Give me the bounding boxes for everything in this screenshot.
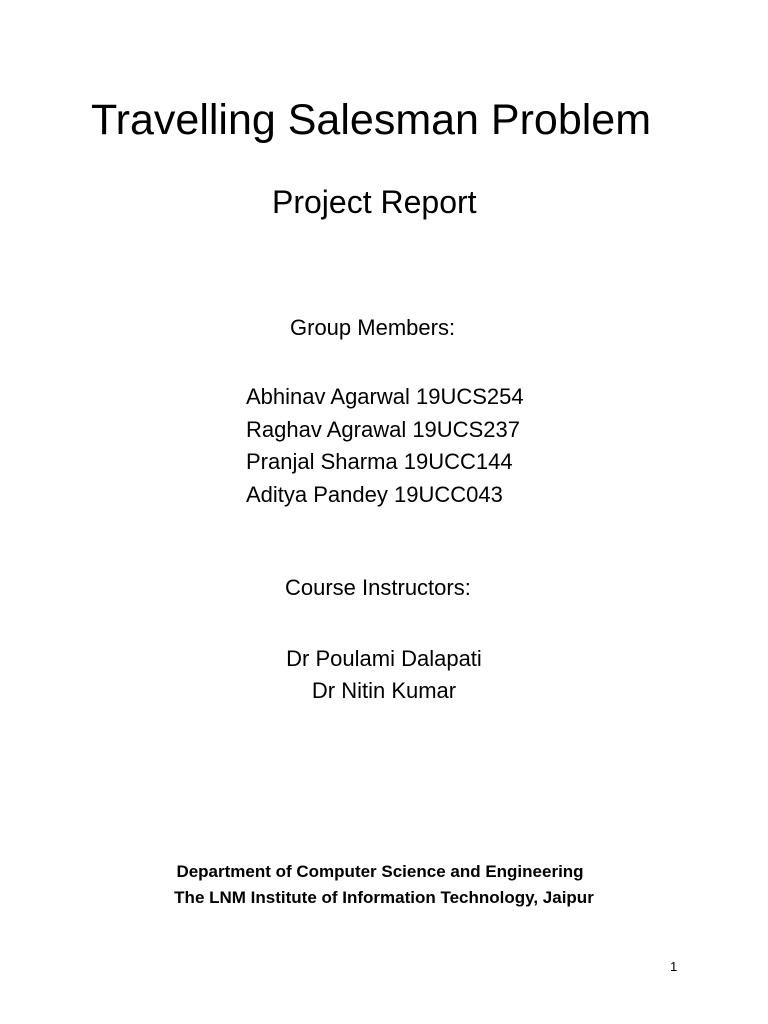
institute-name: The LNM Institute of Information Technology, Jaipur <box>174 888 594 907</box>
course-instructor: Dr Nitin Kumar <box>311 678 457 703</box>
group-member: Aditya Pandey 19UCC043 <box>246 481 503 507</box>
group-members-heading: Group Members: <box>290 315 456 340</box>
report-title: Travelling Salesman Problem <box>91 96 652 144</box>
group-members-list <box>246 381 524 511</box>
course-instructors-heading: Course Instructors: <box>285 575 471 600</box>
report-subtitle: Project Report <box>272 184 477 220</box>
course-instructors-list <box>0 643 768 707</box>
course-instructor: Dr Poulami Dalapati <box>286 646 482 671</box>
group-member: Pranjal Sharma 19UCC144 <box>246 449 513 474</box>
group-member: Abhinav Agarwal 19UCS254 <box>246 384 524 409</box>
page-number: 1 <box>670 959 678 974</box>
group-member: Raghav Agrawal 19UCS237 <box>246 416 520 442</box>
department-name: Department of Computer Science and Engineering <box>176 862 584 881</box>
